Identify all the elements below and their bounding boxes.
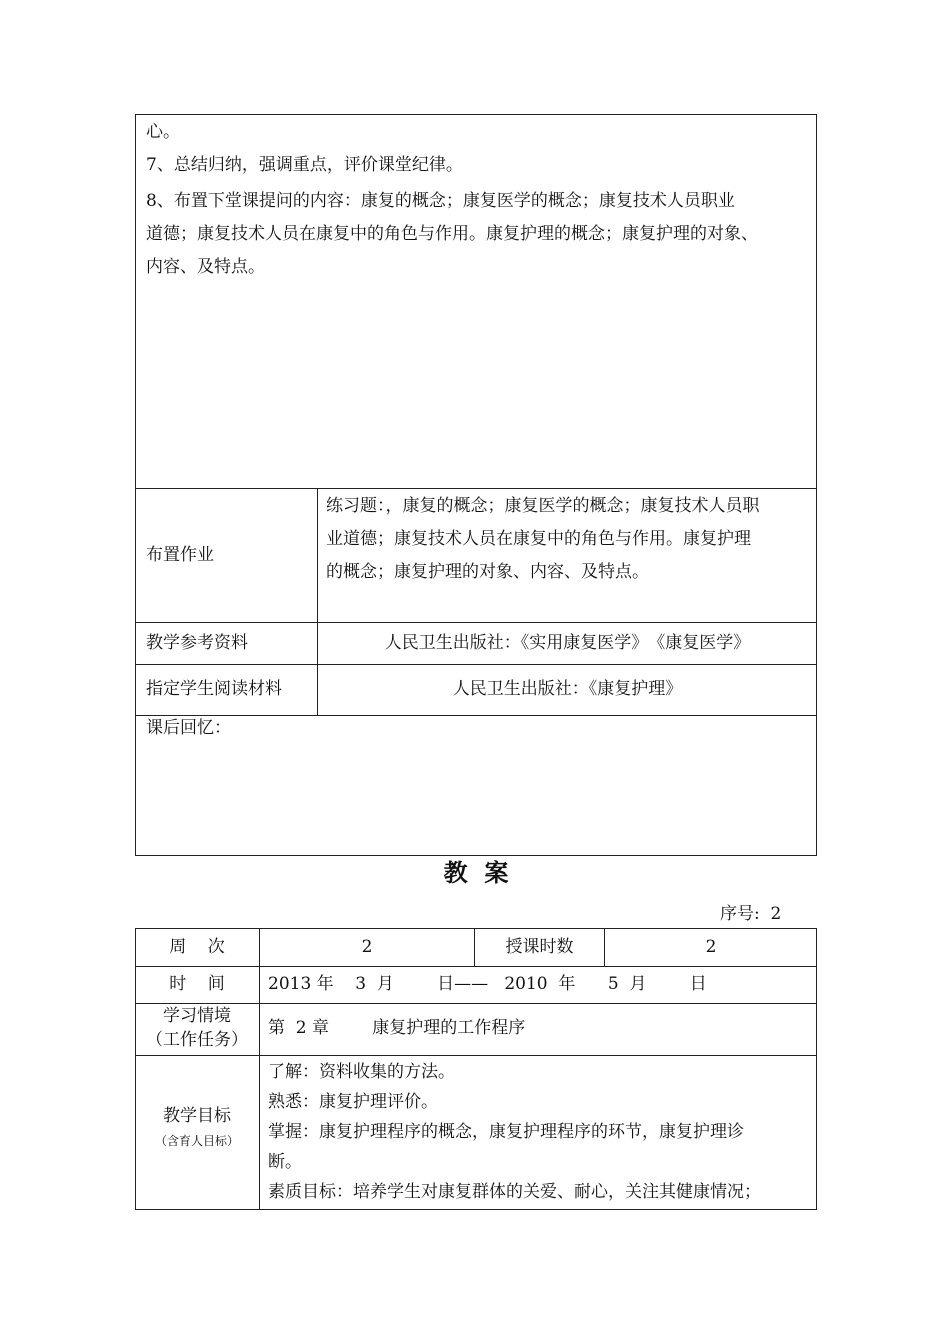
context-label	[135, 1004, 259, 1052]
reference-label: 教学参考资料	[146, 633, 248, 653]
reading-label: 指定学生阅读材料	[146, 679, 282, 699]
goals-line: 熟悉：康复护理评价。	[268, 1092, 438, 1112]
week-label: 周 次	[169, 937, 225, 957]
homework-content	[326, 490, 814, 589]
continuation-line: 内容、及特点。	[146, 257, 265, 277]
time-value: 2013 年 3 月 日—— 2010 年 5 月 日	[268, 974, 707, 994]
upper-divider-2	[135, 622, 817, 623]
upper-divider-3	[135, 664, 817, 665]
homework-line: 练习题：，康复的概念；康复医学的概念；康复技术人员职	[326, 496, 760, 516]
lower-divider-1	[135, 966, 817, 967]
goals-line: 掌握：康复护理程序的概念，康复护理程序的环节，康复护理诊	[268, 1122, 744, 1142]
upper-divider-1	[135, 488, 817, 489]
week-value: 2	[361, 937, 373, 957]
goals-line: 了解：资料收集的方法。	[268, 1062, 455, 1082]
context-value: 第 2 章 康复护理的工作程序	[268, 1018, 526, 1038]
homework-label: 布置作业	[146, 545, 214, 565]
lower-divider-3	[135, 1055, 817, 1056]
context-label-line: 学习情境	[163, 1006, 231, 1026]
continuation-line: 道德；康复技术人员在康复中的角色与作用。康复护理的概念；康复护理的对象、	[146, 224, 758, 244]
time-label: 时 间	[169, 974, 225, 994]
goals-label-cell	[135, 1101, 259, 1151]
reference-value: 人民卫生出版社：《实用康复医学》 《康复医学》	[384, 633, 751, 653]
page-title: 教 案	[443, 859, 509, 887]
context-label-line: （工作任务）	[146, 1030, 248, 1050]
upper-divider-4	[135, 715, 817, 716]
serial-number: 序号: 2	[720, 904, 782, 924]
homework-line: 的概念；康复护理的对象、内容、及特点。	[326, 562, 649, 582]
procedure-continuation	[146, 116, 811, 284]
continuation-line: 心。	[146, 122, 180, 142]
goals-line: 素质目标：培养学生对康复群体的关爱、耐心，关注其健康情况；	[268, 1182, 761, 1202]
reading-value: 人民卫生出版社：《康复护理》	[452, 679, 683, 699]
goals-label: 教学目标	[163, 1106, 231, 1126]
homework-line: 业道德；康复技术人员在康复中的角色与作用。康复护理	[326, 529, 751, 549]
goals-sublabel: （含育人目标）	[154, 1134, 239, 1148]
continuation-line: 8、布置下堂课提问的内容：康复的概念；康复医学的概念；康复技术人员职业	[146, 191, 735, 211]
hours-label: 授课时数	[505, 937, 574, 957]
goals-line: 断。	[268, 1152, 302, 1172]
goals-content	[268, 1057, 813, 1207]
lower-label-divider	[259, 928, 260, 1210]
review-label: 课后回忆：	[146, 718, 231, 738]
hours-value: 2	[705, 937, 717, 957]
continuation-line: 7、总结归纳，强调重点，评价课堂纪律。	[146, 155, 463, 175]
